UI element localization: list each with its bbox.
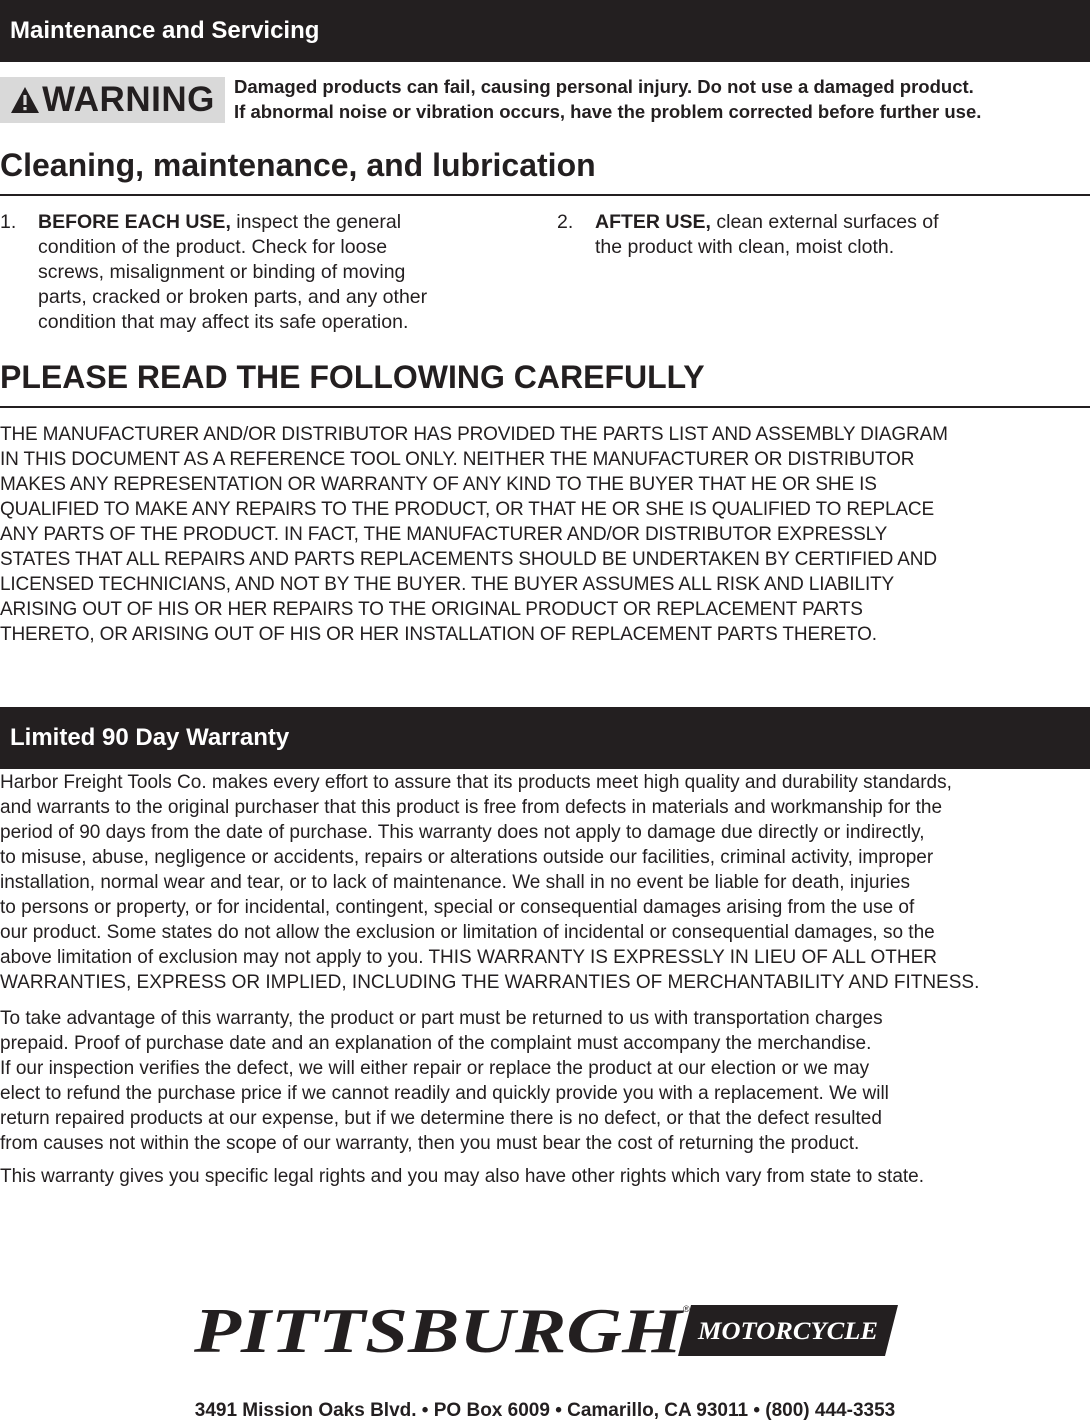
warning-message — [234, 74, 1084, 124]
logo-tag: MOTORCYCLE — [696, 1318, 878, 1345]
step-2-lead: AFTER USE, — [595, 211, 711, 233]
warranty-header-title: Limited 90 Day Warranty — [10, 724, 290, 751]
section-header-title: Maintenance and Servicing — [10, 17, 320, 44]
footer-address: 3491 Mission Oaks Blvd. • PO Box 6009 • Camarillo, CA 93011 • (800) 444-3353 — [194, 1400, 896, 1421]
step-1 — [0, 210, 520, 340]
pittsburgh-motorcycle-logo — [192, 1300, 900, 1360]
step-2-number: 2. — [557, 211, 574, 233]
logo-registered-mark: ® — [683, 1304, 690, 1314]
cleaning-heading: Cleaning, maintenance, and lubrication — [0, 147, 596, 183]
please-read-heading: PLEASE READ THE FOLLOWING CAREFULLY — [0, 359, 705, 395]
step-2-text: clean external surfaces of the product with clean, moist cloth. — [595, 211, 939, 258]
step-1-text: inspect the general condition of the product. Check for loose screws, misalignment or binding of moving parts, cracked or broken parts, and any other condition that may affect its safe operation. — [38, 211, 428, 333]
warning-triangle-icon — [10, 86, 40, 114]
please-read-body: THE MANUFACTURER AND/OR DISTRIBUTOR HAS PROVIDED THE PARTS LIST AND ASSEMBLY DIAGRAM IN THIS DOCUMENT AS A REFERENCE TOOL ONLY. NEITHER THE MANUFACTURER OR DISTRIBUTOR MAKES ANY REPRESENTATION OR WARRANTY OF ANY KIND TO THE BUYER THAT HE OR SHE IS QUALIFIED TO MAKE ANY REPAIRS TO THE PRODUCT, OR THAT HE OR SHE IS QUALIFIED TO REPLACE ANY PARTS OF THE PRODUCT. IN FACT, THE MANUFACTURER AND/OR DISTRIBUTOR EXPRESSLY STATES THAT ALL REPAIRS AND PARTS REPLACEMENTS SHOULD BE UNDERTAKEN BY CERTIFIED AND LICENSED TECHNICIANS, AND NOT BY THE BUYER. THE BUYER ASSUMES ALL RISK AND LIABILITY ARISING OUT OF HIS OR HER REPAIRS TO THE ORIGINAL PRODUCT OR REPLACEMENT PARTS THERETO, OR ARISING OUT OF HIS OR HER INSTALLATION OF REPLACEMENT PARTS THERETO. — [0, 424, 948, 645]
step-1-number: 1. — [0, 211, 17, 233]
warning-label: WARNING — [42, 80, 215, 119]
logo-brand: PITTSBURGH — [192, 1300, 685, 1360]
warning-badge — [0, 77, 225, 123]
warranty-paragraph-2: To take advantage of this warranty, the product or part must be returned to us with transportation charges prepaid. Proof of purchase date and an explanation of the complaint must accompany the merchandise. If our inspection verifies the defect, we will either repair or replace the product at our election or we may elect to refund the purchase price if we cannot readily and quickly provide you with a replacement. We will return repaired products at our expense, but if we determine there is no defect, or that the defect resulted from causes not within the scope of our warranty, then you must bear the cost of returning the product. — [0, 1008, 889, 1154]
step-1-body — [38, 210, 427, 335]
cleaning-rule — [0, 194, 1090, 196]
warning-line-2: If abnormal noise or vibration occurs, have the problem corrected before further use. — [234, 101, 982, 122]
warning-line-1: Damaged products can fail, causing personal injury. Do not use a damaged product. — [234, 76, 974, 97]
step-2-body — [595, 210, 939, 260]
warranty-paragraph-1: Harbor Freight Tools Co. makes every effort to assure that its products meet high quality and durability standards, and warrants to the original purchaser that this product is free from defects in materials and workmanship for the period of 90 days from the date of purchase. This warranty does not apply to damage due directly or indirectly, to misuse, abuse, negligence or accidents, repairs or alterations outside our facilities, criminal activity, improper installation, normal wear and tear, or to lack of maintenance. We shall in no event be liable for death, injuries to persons or property, or for incidental, contingent, special or consequential damages arising from the use of our product. Some states do not allow the exclusion or limitation of incidental or consequential damages, so the above limitation of exclusion may not apply to you. THIS WARRANTY IS EXPRESSLY IN LIEU OF ALL OTHER WARRANTIES, EXPRESS OR IMPLIED, INCLUDING THE WARRANTIES OF MERCHANTABILITY AND FITNESS. — [0, 772, 980, 993]
section-header-maintenance — [0, 0, 1090, 62]
step-2 — [557, 210, 1077, 270]
section-header-warranty — [0, 707, 1090, 769]
step-1-lead: BEFORE EACH USE, — [38, 211, 231, 233]
warranty-paragraph-3: This warranty gives you specific legal rights and you may also have other rights which vary from state to state. — [0, 1166, 925, 1187]
please-read-rule — [0, 406, 1090, 408]
